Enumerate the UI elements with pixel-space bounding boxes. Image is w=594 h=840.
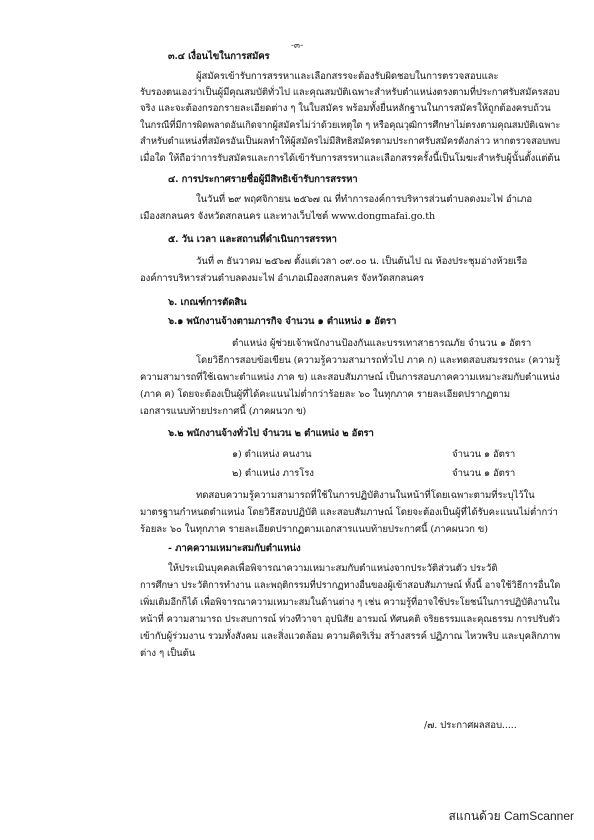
section-6-1-line: เอกสารแนบท้ายประกาศนี้ (ภาคผนวก ข)	[140, 406, 307, 417]
section-6-2-heading: ๖.๒ พนักงานจ้างทั่วไป จำนวน ๒ ตำแหน่ง ๒ อัตรา	[168, 428, 374, 439]
page-number: -๓-	[290, 41, 304, 51]
suitability-line: การศึกษา ประวัติการทำงาน และพฤติกรรมที่ปรากฏทางอื่นของผู้เข้าสอบสัมภาษณ์ ทั้งนี้ อาจใช้วิธีการอื่นใด	[140, 580, 561, 591]
section-6-1-line: โดยวิธีการสอบข้อเขียน (ความรู้ความสามารถทั่วไป ภาค ก) และทดสอบสมรรถนะ (ความรู้	[196, 355, 561, 366]
section-3-4-heading: ๓.๔ เงื่อนไขในการสมัคร	[168, 51, 270, 62]
position-name: ๑) ตำแหน่ง คนงาน	[232, 449, 312, 460]
suitability-line: ต่าง ๆ เป็นต้น	[140, 648, 196, 659]
section-5-line: วันที่ ๓ ธันวาคม ๒๕๖๗ ตั้งแต่เวลา ๐๙.๐๐ น. เป็นต้นไป ณ ห้องประชุมอ่างห้วยเรือ	[196, 256, 528, 267]
section-5-line: องค์การบริหารส่วนตำบลดงมะไฟ อำเภอเมืองสกลนคร จังหวัดสกลนคร	[140, 273, 424, 284]
section-4-heading: ๔. การประกาศรายชื่อผู้มีสิทธิเข้ารับการสรรหา	[168, 174, 358, 185]
section-4-line: เมืองสกลนคร จังหวัดสกลนคร และทางเว็บไซต์ www.dongmafai.go.th	[140, 211, 436, 222]
section-6-2-line: ร้อยละ ๖๐ ในทุกภาค รายละเอียดปรากฏตามเอกสารแนบท้ายประกาศนี้ (ภาคผนวก ข)	[140, 524, 488, 535]
section-4-line: ในวันที่ ๒๙ พฤศจิกายน ๒๕๖๗ ณ ที่ทำการองค์การบริหารส่วนตำบลดงมะไฟ อำเภอ	[196, 194, 532, 205]
suitability-line: หน้าที่ ความสามารถ ประสบการณ์ ท่วงทีวาจา อุปนิสัย อารมณ์ ทัศนคติ จริยธรรมและคุณธรรม การปรับตัว	[140, 614, 560, 625]
scanner-watermark: สแกนด้วย CamScanner	[448, 809, 574, 823]
section-6-2-line: มาตรฐานกำหนดตำแหน่ง โดยวิธีสอบปฏิบัติ และสอบสัมภาษณ์ โดยจะต้องเป็นผู้ที่ได้รับคะแนนไม่ต่ำกว่า	[140, 507, 558, 518]
suitability-heading: - ภาคความเหมาะสมกับตำแหน่ง	[168, 543, 301, 554]
section-6-1-line: ตำแหน่ง ผู้ช่วยเจ้าพนักงานป้องกันและบรรเทาสาธารณภัย จำนวน ๑ อัตรา	[232, 338, 532, 349]
section-6-1-line: (ภาค ค) โดยจะต้องเป็นผู้ที่ได้คะแนนไม่ต่ำกว่าร้อยละ ๖๐ ในทุกภาค รายละเอียดปรากฏตาม	[140, 389, 511, 400]
section-3-4-line: สำหรับตำแหน่งที่สมัครอันเป็นผลทำให้ผู้สมัครไม่มีสิทธิสมัครตามประกาศรับสมัครดังกล่าว หากตรวจสอบพบ	[140, 136, 560, 147]
section-6-heading: ๖. เกณฑ์การตัดสิน	[168, 297, 247, 308]
section-3-4-line: เมื่อใด ให้ถือว่าการรับสมัครและการได้เข้ารับการสรรหาและเลือกสรรครั้งนี้เป็นโมฆะสำหรับผู้นั้นตั้งแต่ต้น	[140, 153, 560, 164]
position-count: จำนวน ๑ อัตรา	[452, 468, 516, 479]
suitability-line: ให้ประเมินบุคคลเพื่อพิจารณาความเหมาะสมกับตำแหน่งจากประวัติส่วนตัว ประวัติ	[168, 563, 498, 574]
section-6-1-line: ความสามารถที่ใช้เฉพาะตำแหน่ง ภาค ข) และสอบสัมภาษณ์ เป็นการสอบภาคความเหมาะสมกับตำแหน่ง	[140, 372, 560, 383]
suitability-line: เพิ่มเติมอีกก็ได้ เพื่อพิจารณาความเหมาะสมในด้านต่าง ๆ เช่น ความรู้ที่อาจใช้ประโยชน์ในการปฏิบัติงานใน	[140, 597, 560, 608]
section-3-4-line: รับรองตนเองว่าเป็นผู้มีคุณสมบัติทั่วไป และคุณสมบัติเฉพาะสำหรับตำแหน่งตรงตามที่ประกาศรับสมัครสอบ	[140, 87, 560, 98]
section-5-heading: ๕. วัน เวลา และสถานที่ดำเนินการสรรหา	[168, 234, 337, 245]
section-3-4-line: จริง และจะต้องกรอกรายละเอียดต่าง ๆ ในใบสมัคร พร้อมทั้งยื่นหลักฐานในการสมัครให้ถูกต้องครบถ้วน	[140, 103, 551, 114]
section-3-4-line: ในกรณีที่มีการผิดพลาดอันเกิดจากผู้สมัครไม่ว่าด้วยเหตุใด ๆ หรือคุณวุฒิการศึกษาไม่ตรงตามคุณสมบัติเฉพาะ	[140, 120, 561, 131]
position-count: จำนวน ๑ อัตรา	[452, 449, 516, 460]
section-6-1-heading: ๖.๑ พนักงานจ้างตามภารกิจ จำนวน ๑ ตำแหน่ง ๑ อัตรา	[168, 316, 397, 327]
section-6-2-line: ทดสอบความรู้ความสามารถที่ใช้ในการปฏิบัติงานในหน้าที่โดยเฉพาะตามที่ระบุไว้ใน	[196, 490, 535, 501]
suitability-line: เข้ากับผู้ร่วมงาน รวมทั้งสังคม และสิ่งแวดล้อม ความคิดริเริ่ม สร้างสรรค์ ปฏิภาณ ไหวพริบ และบุคลิกภาพ	[140, 631, 561, 642]
position-name: ๒) ตำแหน่ง ภารโรง	[232, 468, 314, 479]
continuation-note: /๗. ประกาศผลสอบ.....	[424, 720, 517, 731]
section-3-4-line: ผู้สมัครเข้ารับการสรรหาและเลือกสรรจะต้องรับผิดชอบในการตรวจสอบและ	[196, 71, 499, 82]
